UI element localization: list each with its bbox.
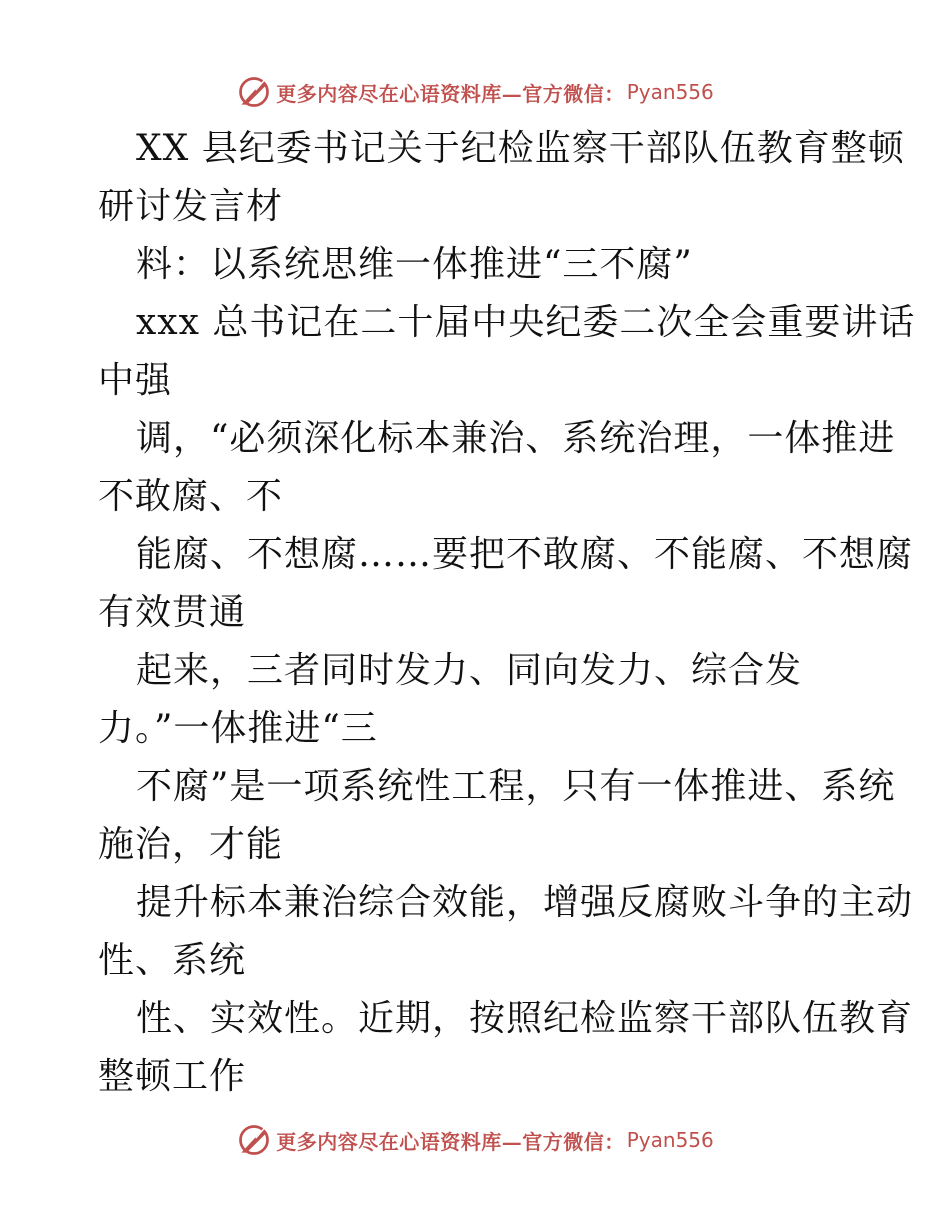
text-line: XX 县纪委书记关于纪检监察干部队伍教育整顿 [136, 128, 905, 169]
footer-banner [0, 1118, 950, 1162]
text-line: 整顿工作 [98, 1056, 247, 1097]
text-line: 性、实效性。近期，按照纪检监察干部队伍教育 [136, 998, 914, 1039]
quill-pen-logo-icon [236, 1122, 272, 1158]
quill-pen-logo-icon [236, 74, 272, 110]
text-line: 起来，三者同时发力、同向发力、综合发 [136, 650, 803, 691]
text-line: 不敢腐、不 [98, 476, 284, 517]
text-line: 中强 [98, 360, 173, 401]
text-line: 研讨发言材 [98, 186, 284, 227]
text-line: 性、系统 [98, 940, 247, 981]
text-line: 施治，才能 [98, 824, 284, 865]
text-line: 料：以系统思维一体推进“三不腐” [136, 244, 693, 285]
document-body [98, 120, 916, 1106]
text-line: 力。”一体推进“三 [98, 708, 378, 749]
text-line: 有效贯通 [98, 592, 247, 633]
header-banner [0, 70, 950, 114]
text-line: xxx 总书记在二十届中央纪委二次全会重要讲话 [136, 302, 916, 343]
text-line: 能腐、不想腐……要把不敢腐、不能腐、不想腐 [136, 534, 914, 575]
text-line: 调，“必须深化标本兼治、系统治理，一体推进 [136, 418, 896, 459]
banner-site-text: 更多内容尽在心语资料库—官方微信： [276, 81, 625, 106]
banner-wechat-id: Pyan556 [626, 80, 714, 104]
banner-site-text: 更多内容尽在心语资料库—官方微信： [276, 1129, 625, 1154]
text-line: 提升标本兼治综合效能，增强反腐败斗争的主动 [136, 882, 914, 923]
banner-wechat-id: Pyan556 [626, 1128, 714, 1152]
text-line: 不腐”是一项系统性工程，只有一体推进、系统 [136, 766, 896, 807]
